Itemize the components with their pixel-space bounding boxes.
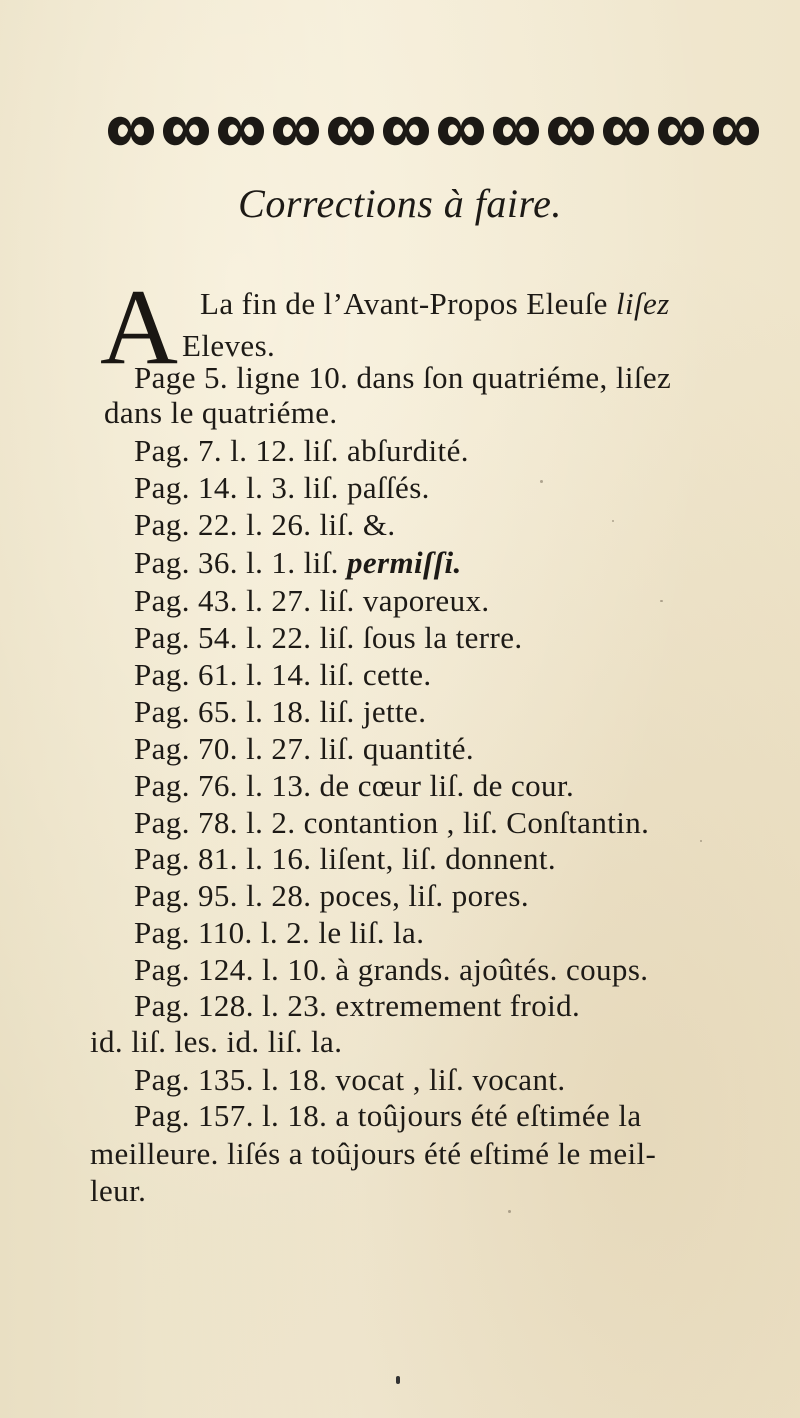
ornament-motif (603, 117, 649, 146)
errata-line: Page 5. ligne 10. dans ſon quatriéme, liſez (134, 360, 672, 395)
errata-line: La fin de l’Avant-Propos Eleuſe liſez (200, 286, 670, 321)
ornament-motif (328, 117, 374, 146)
ornament-motif (108, 117, 154, 146)
paper-speck (612, 520, 614, 522)
errata-line: Pag. 70. l. 27. liſ. quantité. (134, 731, 475, 766)
errata-line: Pag. 95. l. 28. poces, liſ. pores. (134, 878, 530, 913)
errata-line: Pag. 110. l. 2. le liſ. la. (134, 915, 425, 950)
errata-line: Pag. 76. l. 13. de cœur liſ. de cour. (134, 768, 575, 803)
errata-line: Pag. 7. l. 12. liſ. abſurdité. (134, 433, 469, 468)
errata-line: Pag. 124. l. 10. à grands. ajoûtés. coups. (134, 952, 649, 987)
errata-line: Pag. 65. l. 18. liſ. jette. (134, 694, 427, 729)
ornament-motif (218, 117, 264, 146)
page-speck-mark (396, 1376, 400, 1384)
ornament-motif (658, 117, 704, 146)
ornament-motif (273, 117, 319, 146)
errata-line: Pag. 135. l. 18. vocat , liſ. vocant. (134, 1062, 566, 1097)
paper-speck (700, 840, 702, 842)
ornament-border (104, 106, 766, 156)
errata-line: Pag. 22. l. 26. liſ. &. (134, 507, 396, 542)
errata-line: Pag. 14. l. 3. liſ. paſſés. (134, 470, 430, 505)
ornament-motif (438, 117, 484, 146)
errata-line: Pag. 81. l. 16. liſent, liſ. donnent. (134, 841, 557, 876)
errata-line: Pag. 157. l. 18. a toûjours été eſtimée la (134, 1098, 642, 1133)
errata-line: Pag. 36. l. 1. liſ. permiſſi. (134, 545, 462, 580)
page-heading: Corrections à faire. (238, 181, 562, 226)
errata-line: Pag. 61. l. 14. liſ. cette. (134, 657, 432, 692)
errata-line: Pag. 54. l. 22. liſ. ſous la terre. (134, 620, 523, 655)
ornament-motif (548, 117, 594, 146)
drop-cap-letter: A (100, 268, 178, 387)
paper-speck (540, 480, 543, 483)
errata-line: Pag. 78. l. 2. contantion , liſ. Conſtantin. (134, 805, 650, 840)
errata-line: dans le quatriéme. (104, 395, 338, 430)
errata-line: Pag. 43. l. 27. liſ. vaporeux. (134, 583, 490, 618)
ornament-motif (713, 117, 759, 146)
errata-line: id. liſ. les. id. liſ. la. (90, 1024, 343, 1059)
ornament-motif (493, 117, 539, 146)
paper-speck (508, 1210, 511, 1213)
errata-line: meilleure. liſés a toûjours été eſtimé le meil- (90, 1136, 657, 1171)
ornament-motif (383, 117, 429, 146)
ornament-motif (163, 117, 209, 146)
errata-line: Pag. 128. l. 23. extremement froid. (134, 988, 581, 1023)
errata-line: leur. (90, 1173, 147, 1208)
paper-speck (660, 600, 663, 602)
errata-line: Eleves. (182, 328, 276, 363)
